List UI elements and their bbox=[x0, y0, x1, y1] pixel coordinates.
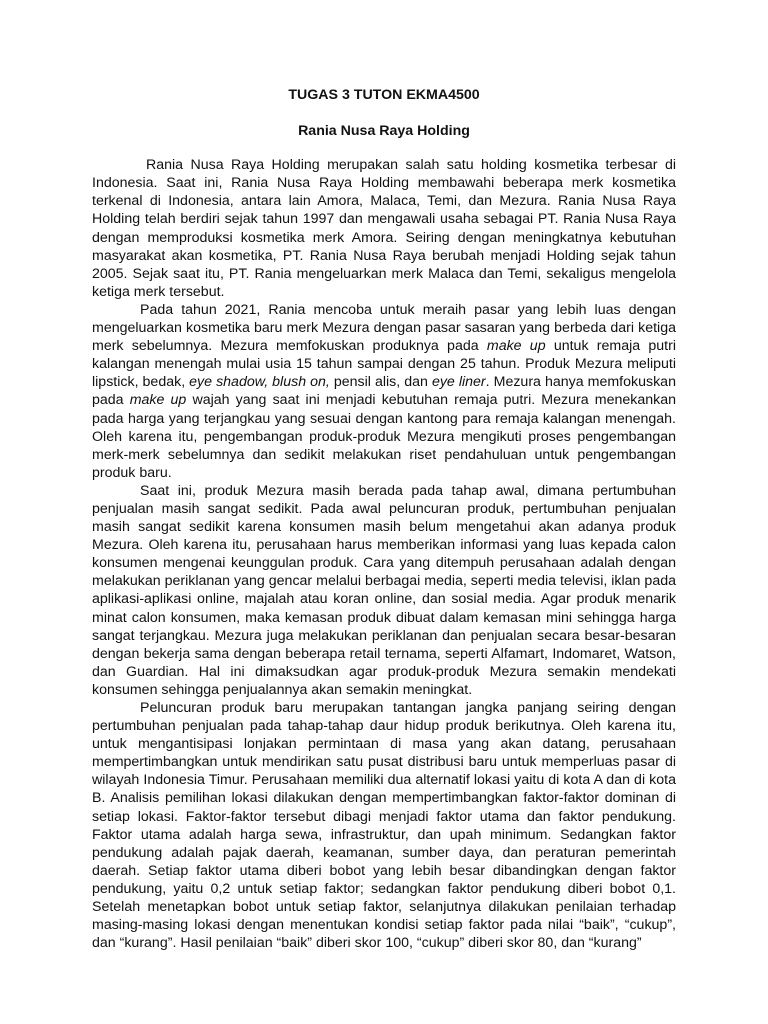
paragraph-text: Saat ini, produk Mezura masih berada pada tahap awal, dimana pertumbuhan penjualan masih sangat sedikit. Pada awal peluncuran produk, pertumbuhan penjualan masih sangat sedikit karena konsumen masih belum mengetahui akan adanya produk Mezura. Oleh karena itu, perusahaan harus memberikan informasi yang luas kepada calon konsumen mengenai keunggulan produk. Cara yang ditempuh perusahaan adalah dengan melakukan periklanan yang gencar melalui berbagai media, seperti media televisi, iklan pada aplikasi-aplikasi online, majalah atau koran online, dan sosial media. Agar produk menarik minat calon konsumen, maka kemasan produk dibuat dalam kemasan mini sehingga harga sangat terjangkau. Mezura juga melakukan periklanan dan penjualan secara besar-besaran dengan bekerja sama dengan beberapa retail ternama, seperti Alfamart, Indomaret, Watson, dan Guardian. Hal ini dimaksudkan agar produk-produk Mezura semakin mendekati konsumen sehingga penjualannya akan semakin meningkat. bbox=[92, 482, 676, 698]
document-subtitle: Rania Nusa Raya Holding bbox=[298, 123, 470, 140]
paragraph-text: wajah yang saat ini menjadi kebutuhan remaja putri. Mezura menekankan pada harga yang terjangkau yang sesuai dengan kantong para remaja kalangan menengah. Oleh karena itu, pengembangan produk-produk Mezura mengikuti proses pengembangan merk-merk sebelumnya dan sedikit melakukan riset pendahuluan untuk pengembangan produk baru. bbox=[92, 392, 676, 481]
italic-text: make up bbox=[486, 338, 546, 355]
document-body bbox=[92, 156, 676, 952]
paragraph-text: . Mezura hanya memfokuskan pada bbox=[92, 374, 676, 409]
paragraph-2 bbox=[92, 301, 676, 482]
italic-text: eye shadow, blush on, bbox=[189, 374, 330, 391]
paragraph-text: pensil alis, dan bbox=[329, 374, 432, 391]
paragraph-1 bbox=[92, 156, 676, 301]
paragraph-text: Peluncuran produk baru merupakan tantangan jangka panjang seiring dengan pertumbuhan penjualan pada tahap-tahap daur hidup produk berikutnya. Oleh karena itu, untuk mengantisipasi lonjakan permintaan di masa yang akan datang, perusahaan mempertimbangkan untuk mendirikan satu pusat distribusi baru untuk memperluas pasar di wilayah Indonesia Timur. Perusahaan memiliki dua alternatif lokasi yaitu di kota A dan di kota B. Analisis pemilihan lokasi dilakukan dengan mempertimbangkan faktor-faktor dominan di setiap lokasi. Faktor-faktor tersebut dibagi menjadi faktor utama dan faktor pendukung. Faktor utama adalah harga sewa, infrastruktur, dan upah minimum. Sedangkan faktor pendukung adalah pajak daerah, keamanan, sumber daya, dan peraturan pemerintah daerah. Setiap faktor utama diberi bobot yang lebih besar dibandingkan dengan faktor pendukung, yaitu 0,2 untuk setiap faktor; sedangkan faktor pendukung diberi bobot 0,1. Setelah menetapkan bobot untuk setiap faktor, selanjutnya dilakukan penilaian terhadap masing-masing lokasi dengan menentukan kondisi setiap faktor pada nilai “baik”, “cukup”, dan “kurang”. Hasil penilaian “baik” diberi skor 100, “cukup” diberi skor 80, dan “kurang” bbox=[92, 700, 676, 952]
paragraph-text: untuk remaja putri kalangan menengah mulai usia 15 tahun sampai dengan 25 tahun. Produk Mezura meliputi lipstick, bedak, bbox=[92, 338, 676, 391]
document-title: TUGAS 3 TUTON EKMA4500 bbox=[288, 87, 480, 103]
italic-text: make up bbox=[129, 392, 187, 409]
paragraph-text: Rania Nusa Raya Holding merupakan salah satu holding kosmetika terbesar di Indonesia. Saat ini, Rania Nusa Raya Holding membawahi beberapa merk kosmetika terkenal di Indonesia, antara lain Amora, Malaca, Temi, dan Mezura. Rania Nusa Raya Holding telah berdiri sejak tahun 1997 dan mengawali usaha sebagai PT. Rania Nusa Raya dengan memproduksi kosmetika merk Amora. Seiring dengan meningkatnya kebutuhan masyarakat akan kosmetika, PT. Rania Nusa Raya berubah menjadi Holding sejak tahun 2005. Sejak saat itu, PT. Rania mengeluarkan merk Malaca dan Temi, sekaligus mengelola ketiga merk tersebut. bbox=[92, 157, 676, 300]
italic-text: eye liner bbox=[431, 374, 486, 391]
paragraph-3 bbox=[92, 482, 676, 699]
paragraph-4 bbox=[92, 699, 676, 952]
paragraph-text: Pada tahun 2021, Rania mencoba untuk meraih pasar yang lebih luas dengan mengeluarkan kosmetika baru merk Mezura dengan pasar sasaran yang berbeda dari ketiga merk sebelumnya. Mezura memfokuskan produknya pada bbox=[92, 301, 676, 355]
